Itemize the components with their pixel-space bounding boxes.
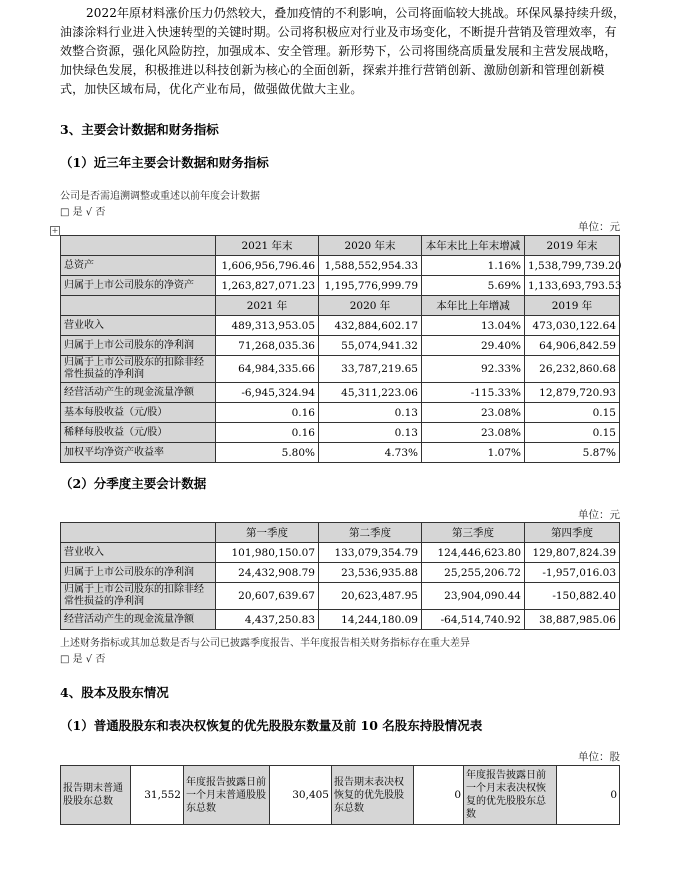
- table-cell: 1,263,827,071.23: [216, 276, 319, 296]
- table-cell: 33,787,219.65: [319, 356, 422, 383]
- table-cell: 489,313,953.05: [216, 316, 319, 336]
- section3-sub2-title: （2）分季度主要会计数据: [60, 476, 207, 491]
- table-cell: 432,884,602.17: [319, 316, 422, 336]
- table-cell: 23,904,090.44: [422, 583, 525, 610]
- column-header: 2020 年: [319, 296, 422, 316]
- table-cell: 0.13: [319, 423, 422, 443]
- table-cell: 1,538,799,739.20: [525, 256, 620, 276]
- table-cell: 1,588,552,954.33: [319, 256, 422, 276]
- table-cell: 0.13: [319, 403, 422, 423]
- column-header: 2021 年末: [216, 236, 319, 256]
- shareholder-count-table: [60, 765, 620, 825]
- table-cell: 1,606,956,796.46: [216, 256, 319, 276]
- table-cell: 4.73%: [319, 443, 422, 463]
- table-cell: 1,195,776,999.79: [319, 276, 422, 296]
- quarter-diff-choice: □ 是 √ 否: [60, 654, 106, 665]
- row-label: 营业收入: [61, 543, 216, 563]
- table-cell: 23,536,935.88: [319, 563, 422, 583]
- table-cell: 1.16%: [422, 256, 525, 276]
- row-label: 归属于上市公司股东的净利润: [61, 563, 216, 583]
- shareholder-value-cell: 0: [557, 766, 620, 825]
- unit-label-3: 单位：股: [578, 751, 620, 763]
- table-cell: 101,980,150.07: [216, 543, 319, 563]
- table-cell: -115.33%: [422, 383, 525, 403]
- column-header: [61, 523, 216, 543]
- table-row: [61, 563, 620, 583]
- quarter-diff-note: 上述财务指标或其加总数是否与公司已披露季度报告、半年度报告相关财务指标存在重大差异: [60, 638, 470, 649]
- table-row: [61, 383, 620, 403]
- column-header: 本年末比上年末增减: [422, 236, 525, 256]
- column-header: 2019 年: [525, 296, 620, 316]
- table-cell: 23.08%: [422, 423, 525, 443]
- row-label: 归属于上市公司股东的净资产: [61, 276, 216, 296]
- column-header: 第一季度: [216, 523, 319, 543]
- table-cell: 29.40%: [422, 336, 525, 356]
- table-cell: 133,079,354.79: [319, 543, 422, 563]
- row-label: 经营活动产生的现金流量净额: [61, 383, 216, 403]
- unit-label-2: 单位：元: [578, 509, 620, 521]
- table-cell: 25,255,206.72: [422, 563, 525, 583]
- table-cell: 23.08%: [422, 403, 525, 423]
- row-label: 归属于上市公司股东的扣除非经常性损益的净利润: [61, 356, 216, 383]
- table-cell: 1,133,693,793.53: [525, 276, 620, 296]
- table-cell: 0.15: [525, 423, 620, 443]
- table-row: [61, 356, 620, 383]
- table-cell: 129,807,824.39: [525, 543, 620, 563]
- table-header-row: [61, 523, 620, 543]
- table-cell: 45,311,223.06: [319, 383, 422, 403]
- table-cell: 0.15: [525, 403, 620, 423]
- column-header: [61, 296, 216, 316]
- column-header: 第二季度: [319, 523, 422, 543]
- restate-note: 公司是否需追溯调整或重述以前年度会计数据: [60, 191, 260, 202]
- shareholder-value-cell: 0: [414, 766, 464, 825]
- column-header: 本年比上年增减: [422, 296, 525, 316]
- column-header: 第三季度: [422, 523, 525, 543]
- row-label: 基本每股收益（元/股）: [61, 403, 216, 423]
- table-move-handle-icon[interactable]: +: [51, 226, 59, 235]
- shareholder-count-row: [61, 766, 620, 825]
- table-cell: 5.87%: [525, 443, 620, 463]
- table-cell: 12,879,720.93: [525, 383, 620, 403]
- table-row: [61, 583, 620, 610]
- table-cell: 38,887,985.06: [525, 610, 620, 630]
- table-cell: -150,882.40: [525, 583, 620, 610]
- table-cell: 26,232,860.68: [525, 356, 620, 383]
- unit-label-1: 单位：元: [578, 221, 620, 233]
- section3-title: 3、主要会计数据和财务指标: [60, 122, 219, 137]
- annual-financials-table: [60, 235, 620, 463]
- row-label: 归属于上市公司股东的扣除非经常性损益的净利润: [61, 583, 216, 610]
- column-header: 2021 年: [216, 296, 319, 316]
- table-cell: 0.16: [216, 403, 319, 423]
- shareholder-label-cell: 年度报告披露日前一个月末表决权恢复的优先股股东总数: [464, 766, 557, 825]
- column-header: 2020 年末: [319, 236, 422, 256]
- column-header: 2019 年末: [525, 236, 620, 256]
- quarterly-financials-table: [60, 522, 620, 630]
- table-row: [61, 316, 620, 336]
- row-label: 总资产: [61, 256, 216, 276]
- table-row: [61, 610, 620, 630]
- intro-paragraph: 2022年原材料涨价压力仍然较大，叠加疫情的不利影响，公司将面临较大挑战。环保风暴持续升级，油漆涂料行业进入快速转型的关键时期。公司将积极应对行业及市场变化，不断提升营销及管理效率，有效整合资源，强化风险防控，加强成本、安全管理。新形势下，公司将围绕高质量发展和主营发展战略，加快绿色发展，积极推进以科技创新为核心的全面创新，探索并推行营销创新、激励创新和管理创新模式，加快区域布局，优化产业布局，做强做优做大主业。: [60, 6, 626, 96]
- row-label: 稀释每股收益（元/股）: [61, 423, 216, 443]
- table-cell: 24,432,908.79: [216, 563, 319, 583]
- table-cell: -6,945,324.94: [216, 383, 319, 403]
- table-cell: 20,623,487.95: [319, 583, 422, 610]
- table-header-row: [61, 236, 620, 256]
- shareholder-label-cell: 报告期末表决权恢复的优先股股东总数: [332, 766, 414, 825]
- table-row: [61, 543, 620, 563]
- table-cell: 0.16: [216, 423, 319, 443]
- table-cell: -64,514,740.92: [422, 610, 525, 630]
- section3-sub1-title: （1）近三年主要会计数据和财务指标: [60, 155, 269, 170]
- table-cell: 4,437,250.83: [216, 610, 319, 630]
- row-label: 归属于上市公司股东的净利润: [61, 336, 216, 356]
- table-cell: 124,446,623.80: [422, 543, 525, 563]
- shareholder-label-cell: 年度报告披露日前一个月末普通股股东总数: [184, 766, 270, 825]
- shareholder-value-cell: 30,405: [270, 766, 332, 825]
- table-row: [61, 443, 620, 463]
- table-cell: 1.07%: [422, 443, 525, 463]
- table-cell: 71,268,035.36: [216, 336, 319, 356]
- table-cell: 14,244,180.09: [319, 610, 422, 630]
- table-row: [61, 276, 620, 296]
- shareholder-label-cell: 报告期末普通股股东总数: [61, 766, 131, 825]
- restate-choice: □ 是 √ 否: [60, 207, 106, 218]
- table-cell: -1,957,016.03: [525, 563, 620, 583]
- table-cell: 55,074,941.32: [319, 336, 422, 356]
- row-label: 经营活动产生的现金流量净额: [61, 610, 216, 630]
- table-cell: 5.80%: [216, 443, 319, 463]
- column-header: [61, 236, 216, 256]
- row-label: 加权平均净资产收益率: [61, 443, 216, 463]
- table-cell: 473,030,122.64: [525, 316, 620, 336]
- section4-title: 4、股本及股东情况: [60, 685, 169, 700]
- table-row: [61, 423, 620, 443]
- table-row: [61, 256, 620, 276]
- table-cell: 64,906,842.59: [525, 336, 620, 356]
- table-row: [61, 403, 620, 423]
- row-label: 营业收入: [61, 316, 216, 336]
- table-cell: 5.69%: [422, 276, 525, 296]
- table-cell: 13.04%: [422, 316, 525, 336]
- section4-sub1-title: （1）普通股股东和表决权恢复的优先股股东数量及前 10 名股东持股情况表: [60, 718, 483, 733]
- column-header: 第四季度: [525, 523, 620, 543]
- table-header-row: [61, 296, 620, 316]
- table-cell: 92.33%: [422, 356, 525, 383]
- shareholder-value-cell: 31,552: [131, 766, 184, 825]
- table-cell: 20,607,639.67: [216, 583, 319, 610]
- table-row: [61, 336, 620, 356]
- table-cell: 64,984,335.66: [216, 356, 319, 383]
